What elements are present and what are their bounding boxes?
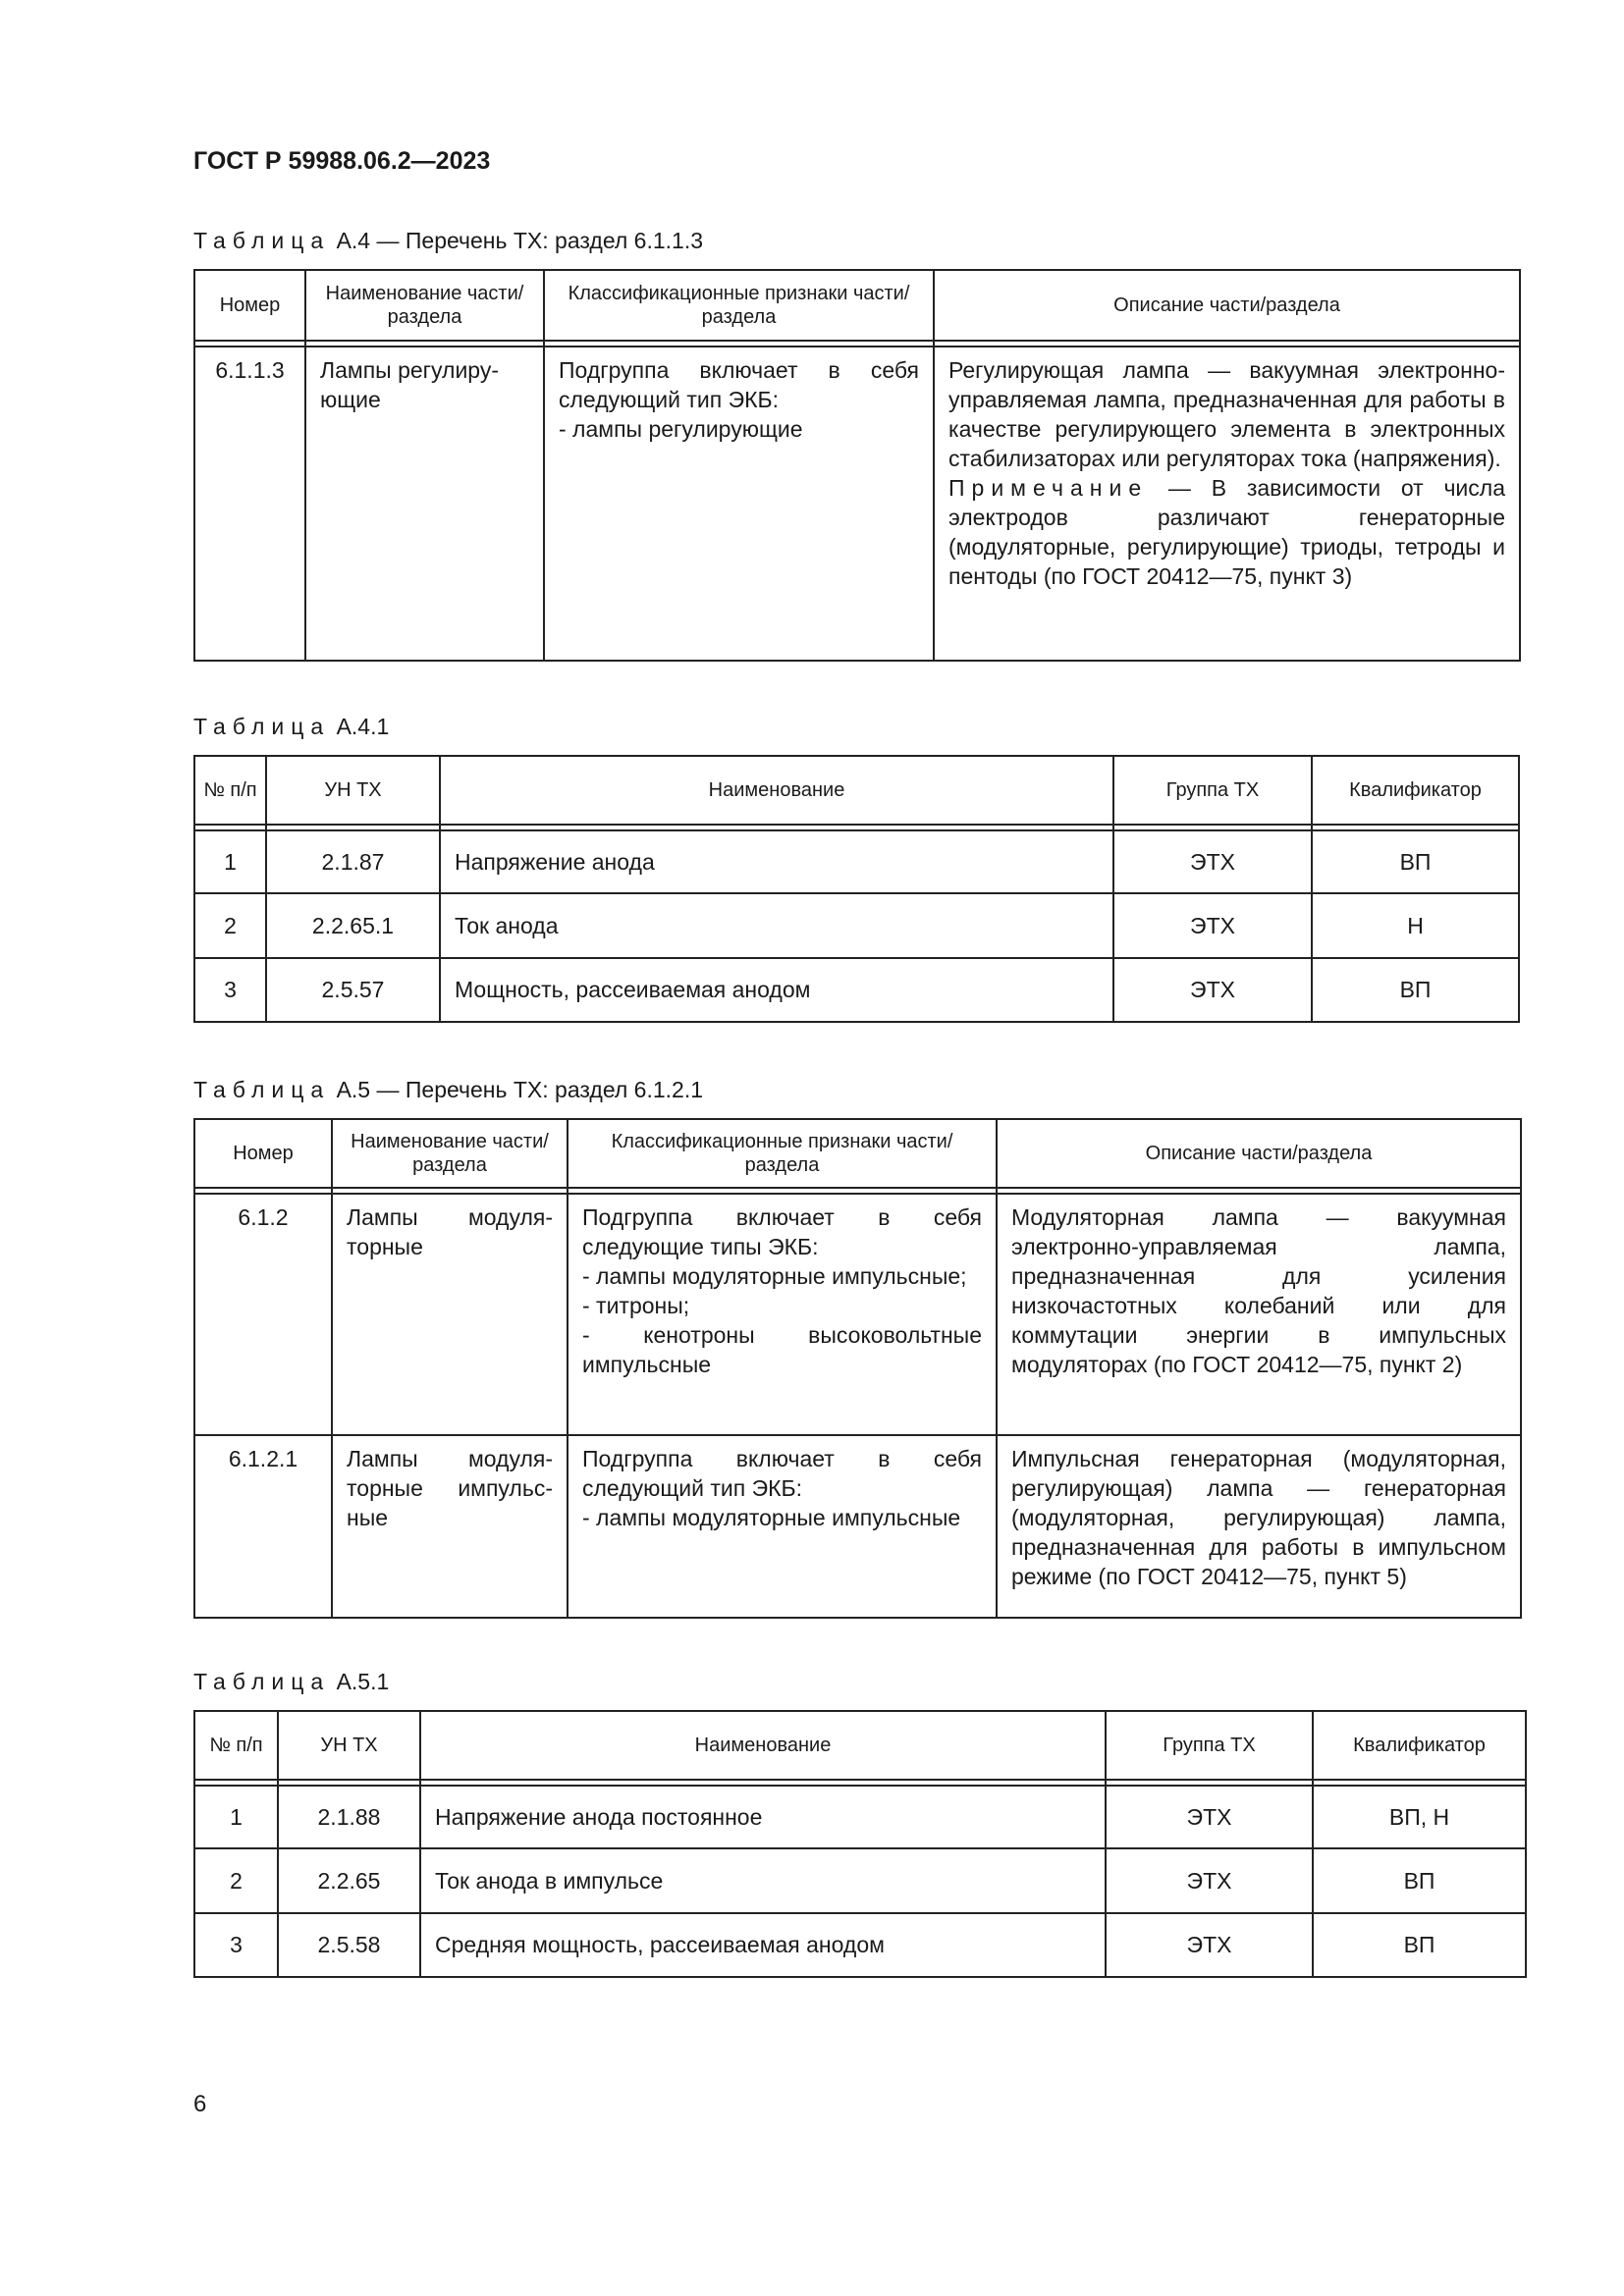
cell-group: ЭТХ — [1113, 830, 1312, 893]
row-part-name-text: Лампы модуля-торные импульс-ные — [347, 1446, 553, 1530]
caption-text: А.5.1 — [330, 1669, 390, 1694]
row-number: 6.1.1.3 — [194, 347, 305, 661]
caption-word: Таблица — [193, 1077, 331, 1102]
cell-group: ЭТХ — [1106, 1848, 1313, 1913]
cell-qualifier: Н — [1312, 893, 1519, 958]
cell-name: Мощность, рассеиваемая анодом — [440, 958, 1113, 1022]
cell-code: 2.5.58 — [278, 1913, 420, 1977]
header-number: Номер — [194, 1119, 332, 1188]
row-part-name — [332, 1435, 568, 1618]
header-part-name: Наименование части/раздела — [305, 270, 544, 341]
cell-index: 2 — [194, 1848, 278, 1913]
cell-name: Ток анода — [440, 893, 1113, 958]
header-name: Наименование — [440, 756, 1113, 825]
cell-code: 2.2.65.1 — [266, 893, 440, 958]
cell-group: ЭТХ — [1113, 893, 1312, 958]
caption-word: Таблица — [193, 228, 331, 253]
cell-name: Напряжение анода — [440, 830, 1113, 893]
table-a41 — [193, 755, 1520, 1023]
row-description: Модуляторная лампа — вакуумная электронно-управляемая лампа, предназначенная для усиления низкочастотных колебаний или для коммутации энергии в импульсных модуляторах (по ГОСТ 20412—75, пункт 2) — [997, 1194, 1521, 1435]
table-a5 — [193, 1118, 1522, 1619]
table-a4-caption — [193, 228, 703, 254]
table-row — [194, 893, 1519, 958]
classification-line: - лампы регулирующие — [559, 416, 803, 442]
header-index: № п/п — [194, 756, 266, 825]
cell-index: 3 — [194, 1913, 278, 1977]
table-row — [194, 1786, 1526, 1848]
classification-line: Подгруппа включает в себя следующий тип ЭКБ: — [582, 1446, 982, 1501]
document-header: ГОСТ Р 59988.06.2—2023 — [193, 147, 491, 175]
classification-line: Подгруппа включает в себя следующие типы ЭКБ: — [582, 1204, 982, 1259]
row-description: Импульсная генераторная (модуляторная, регулирующая) лампа — генераторная (модуляторная, регулирующая) лампа, предназначенная для работы в импульсном режиме (по ГОСТ 20412—75, пункт 5) — [997, 1435, 1521, 1618]
caption-text: А.4 — Перечень ТХ: раздел 6.1.1.3 — [330, 228, 704, 253]
classification-line: Подгруппа включает в себя следующий тип ЭКБ: — [559, 357, 919, 412]
header-qualifier: Квалификатор — [1312, 756, 1519, 825]
header-classification: Классификационные признаки части/раздела — [544, 270, 934, 341]
cell-name: Напряжение анода постоянное — [420, 1786, 1106, 1848]
row-number: 6.1.2 — [194, 1194, 332, 1435]
caption-text: А.4.1 — [330, 714, 390, 739]
header-description: Описание части/раздела — [997, 1119, 1521, 1188]
header-description: Описание части/раздела — [934, 270, 1520, 341]
row-classification — [544, 347, 934, 661]
row-part-name — [305, 347, 544, 661]
note-text: — В зависимости от числа электродов различают генераторные (модуляторные, регулирующие) триоды, тетроды и пентоды (по ГОСТ 20412—75, пункт 3) — [948, 475, 1505, 589]
cell-qualifier: ВП — [1313, 1913, 1526, 1977]
table-a41-caption — [193, 714, 389, 740]
row-classification — [568, 1194, 997, 1435]
header-group: Группа ТХ — [1113, 756, 1312, 825]
cell-index: 1 — [194, 1786, 278, 1848]
cell-code: 2.1.88 — [278, 1786, 420, 1848]
classification-line: - лампы модуляторные импульсные — [582, 1505, 961, 1530]
header-name: Наименование — [420, 1711, 1106, 1780]
row-part-name-text: Лампы регулиру-ющие — [320, 357, 500, 412]
row-number: 6.1.2.1 — [194, 1435, 332, 1618]
table-row — [194, 347, 1520, 661]
table-row — [194, 1435, 1521, 1618]
cell-code: 2.1.87 — [266, 830, 440, 893]
classification-line: - титроны; — [582, 1293, 690, 1318]
header-group: Группа ТХ — [1106, 1711, 1313, 1780]
cell-qualifier: ВП, Н — [1313, 1786, 1526, 1848]
header-code: УН ТХ — [266, 756, 440, 825]
cell-code: 2.5.57 — [266, 958, 440, 1022]
classification-line: - лампы модуляторные импульсные; — [582, 1263, 967, 1289]
caption-word: Таблица — [193, 714, 331, 739]
row-description — [934, 347, 1520, 661]
row-part-name — [332, 1194, 568, 1435]
cell-index: 2 — [194, 893, 266, 958]
cell-qualifier: ВП — [1312, 958, 1519, 1022]
caption-word: Таблица — [193, 1669, 331, 1694]
cell-index: 1 — [194, 830, 266, 893]
table-a51-caption — [193, 1669, 389, 1695]
table-a4 — [193, 269, 1521, 662]
table-row — [194, 1848, 1526, 1913]
cell-qualifier: ВП — [1312, 830, 1519, 893]
page-number: 6 — [193, 2091, 207, 2117]
table-a5-caption — [193, 1077, 703, 1103]
table-row — [194, 830, 1519, 893]
description-text: Регулирующая лампа — вакуумная электронно-управляемая лампа, предназначенная для работы в качестве регулирующего элемента в электронных стабилизаторах или регуляторах тока (напряжения). — [948, 357, 1505, 471]
table-row — [194, 1913, 1526, 1977]
header-code: УН ТХ — [278, 1711, 420, 1780]
row-classification — [568, 1435, 997, 1618]
caption-text: А.5 — Перечень ТХ: раздел 6.1.2.1 — [330, 1077, 704, 1102]
header-qualifier: Квалификатор — [1313, 1711, 1526, 1780]
cell-code: 2.2.65 — [278, 1848, 420, 1913]
note — [948, 473, 1505, 591]
cell-name: Ток анода в импульсе — [420, 1848, 1106, 1913]
header-classification: Классификационные признаки части/раздела — [568, 1119, 997, 1188]
cell-name: Средняя мощность, рассеиваемая анодом — [420, 1913, 1106, 1977]
header-part-name: Наименование части/раздела — [332, 1119, 568, 1188]
header-index: № п/п — [194, 1711, 278, 1780]
cell-group: ЭТХ — [1113, 958, 1312, 1022]
cell-qualifier: ВП — [1313, 1848, 1526, 1913]
table-row — [194, 958, 1519, 1022]
table-row — [194, 1194, 1521, 1435]
cell-group: ЭТХ — [1106, 1913, 1313, 1977]
row-part-name-text: Лампы модуля-торные — [347, 1204, 553, 1259]
note-word: Примечание — [948, 475, 1149, 501]
classification-line: - кенотроны высоковольтные импульсные — [582, 1322, 982, 1377]
cell-index: 3 — [194, 958, 266, 1022]
header-number: Номер — [194, 270, 305, 341]
table-a51 — [193, 1710, 1527, 1978]
cell-group: ЭТХ — [1106, 1786, 1313, 1848]
